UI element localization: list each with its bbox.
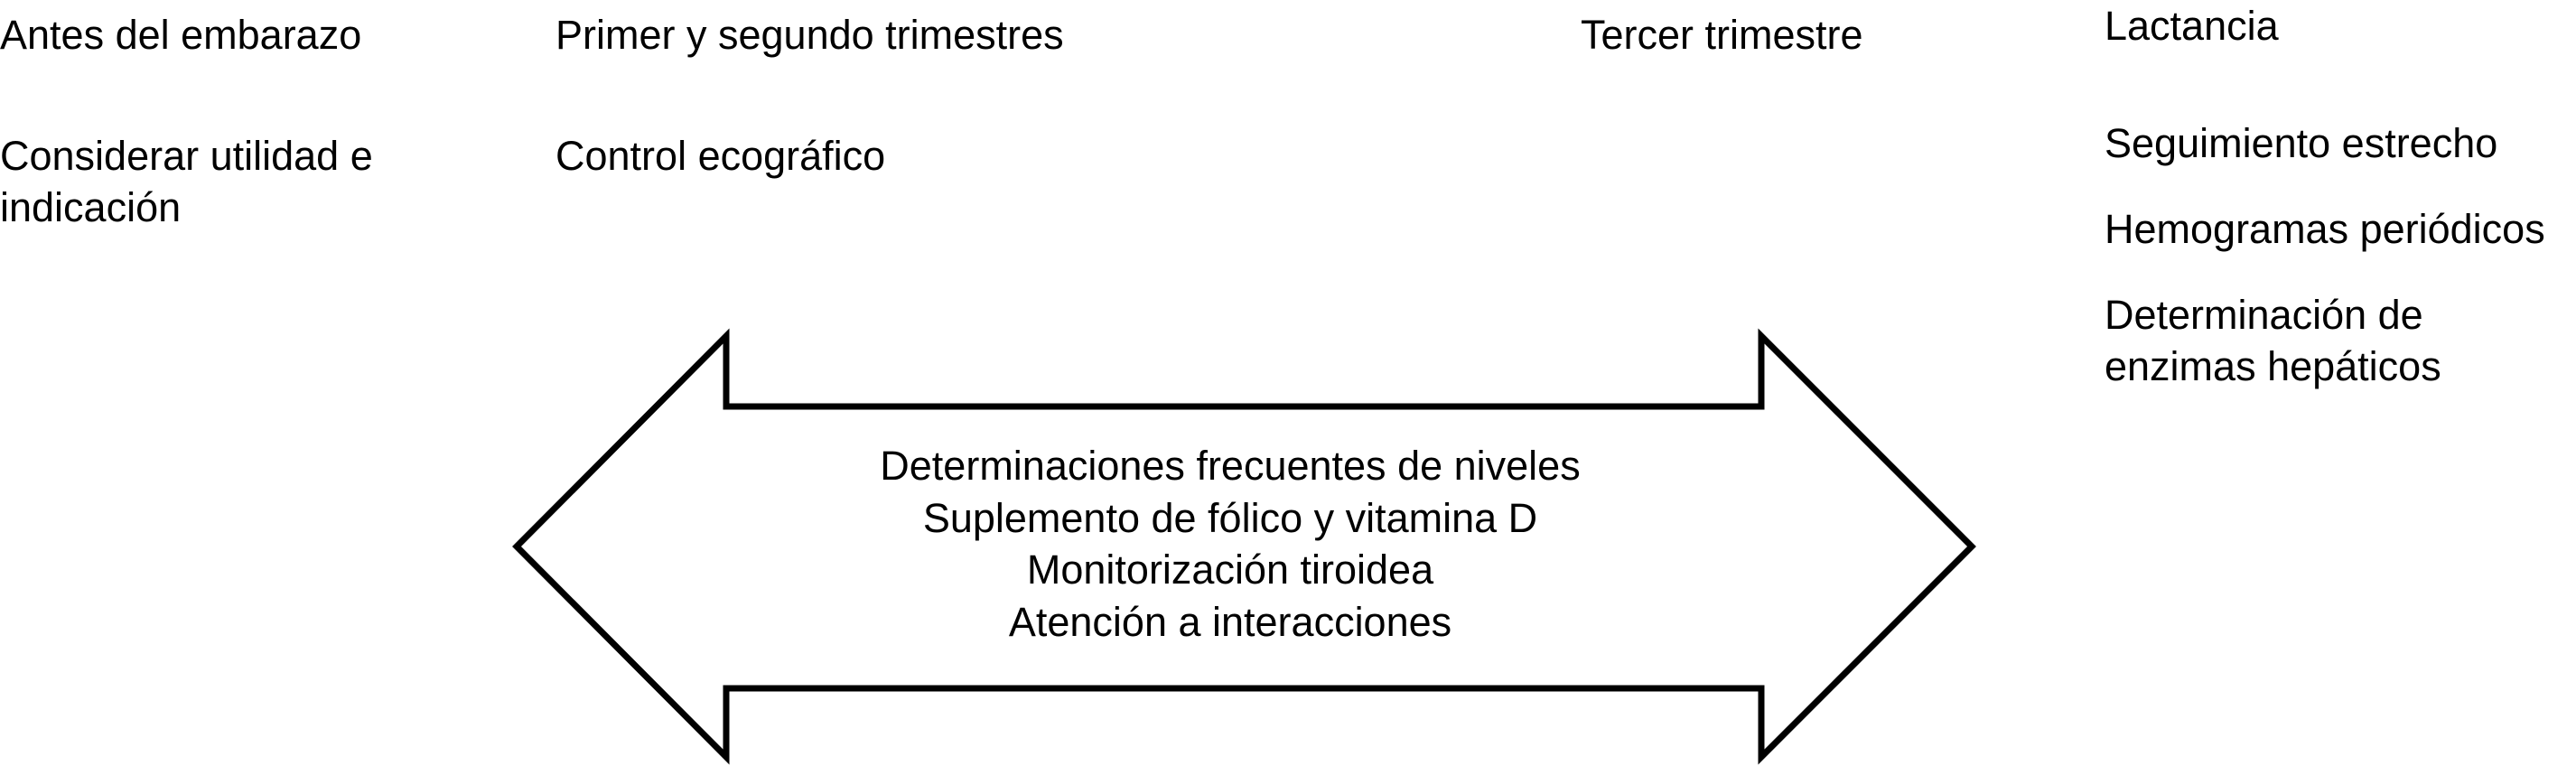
phase-item-first-second-trimester: Control ecográfico bbox=[555, 133, 886, 179]
phase-heading-pre-pregnancy: Antes del embarazo bbox=[0, 12, 362, 58]
lactation-item: Hemogramas periódicos bbox=[2105, 206, 2545, 252]
arrow-text-line: Atención a interacciones bbox=[1008, 598, 1452, 645]
phase-heading-lactation: Lactancia bbox=[2105, 3, 2279, 49]
arrow-text-block bbox=[779, 440, 1682, 648]
phase-heading-third-trimester: Tercer trimestre bbox=[1581, 12, 1863, 58]
arrow-text-line: Monitorización tiroidea bbox=[1026, 546, 1434, 593]
arrow-text-line: Determinaciones frecuentes de niveles bbox=[880, 443, 1581, 489]
lactation-item: Determinación de enzimas hepáticos bbox=[2105, 292, 2441, 389]
lactation-item: Seguimiento estrecho bbox=[2105, 120, 2498, 166]
arrow-text-line: Suplemento de fólico y vitamina D bbox=[922, 494, 1538, 541]
phase-item-pre-pregnancy: Considerar utilidad e indicación bbox=[0, 133, 373, 230]
phase-heading-first-second-trimester: Primer y segundo trimestres bbox=[555, 12, 1064, 58]
